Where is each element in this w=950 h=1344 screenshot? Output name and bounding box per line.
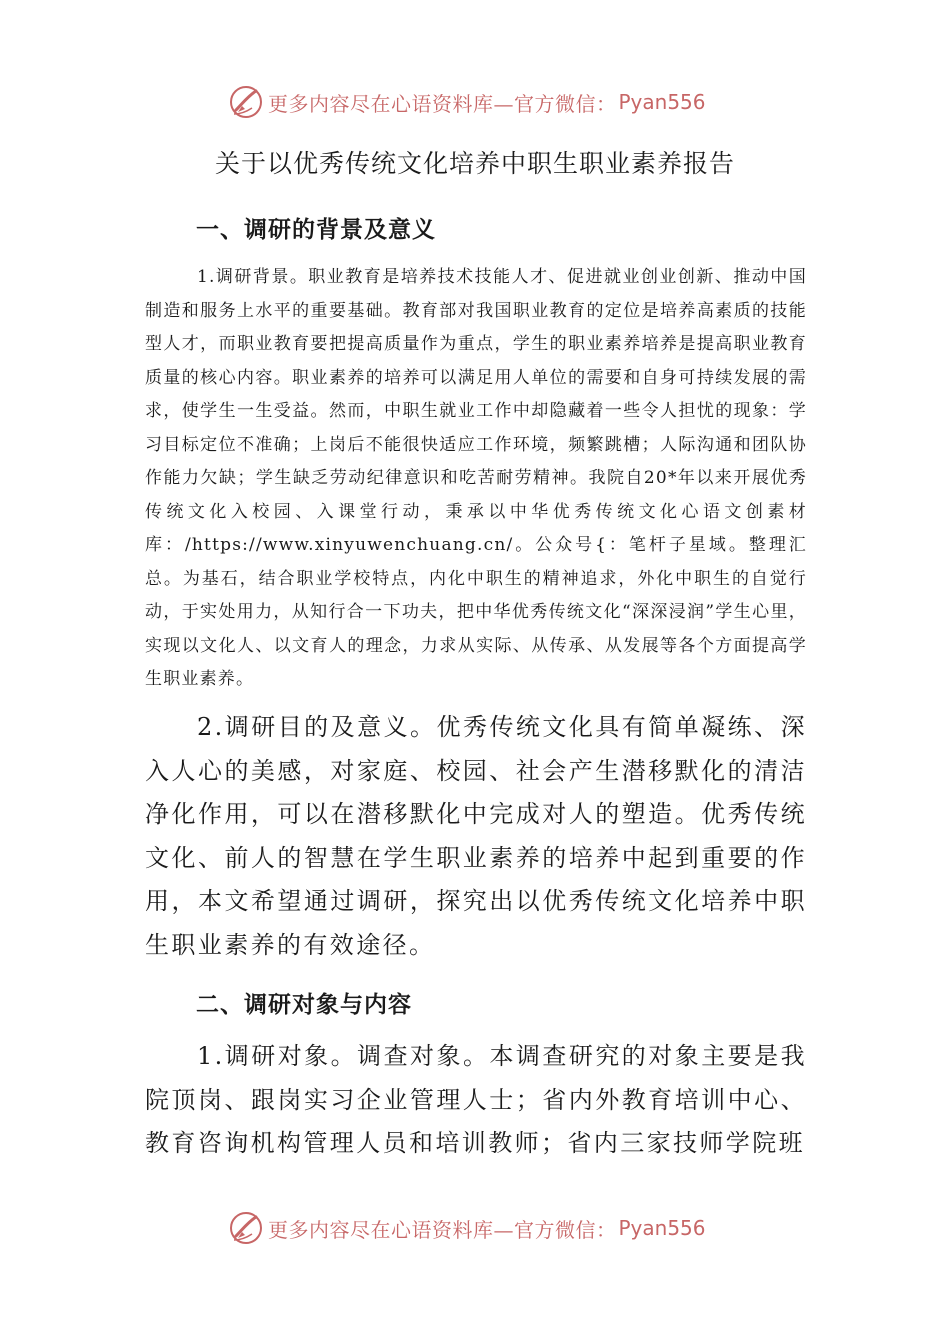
pen-logo-icon (228, 1210, 264, 1246)
header-watermark (228, 82, 706, 122)
footer-watermark (228, 1208, 706, 1248)
paragraph-purpose: 2.调研目的及意义。优秀传统文化具有简单凝练、深入人心的美感，对家庭、校园、社会产生潜移默化的清洁净化作用，可以在潜移默化中完成对人的塑造。优秀传统文化、前人的智慧在学生职业素养的培养中起到重要的作用，本文希望通过调研，探究出以优秀传统文化培养中职生职业素养的有效途径。 (145, 713, 807, 959)
paragraph-background: 1.调研背景。职业教育是培养技术技能人才、促进就业创业创新、推动中国制造和服务上水平的重要基础。教育部对我国职业教育的定位是培养高素质的技能型人才，而职业教育要把提高质量作为重点，学生的职业素养培养是提高职业教育质量的核心内容。职业素养的培养可以满足用人单位的需要和自身可持续发展的需求，使学生一生受益。然而，中职生就业工作中却隐藏着一些令人担忧的现象：学习目标定位不准确；上岗后不能很快适应工作环境，频繁跳槽；人际沟通和团队协作能力欠缺；学生缺乏劳动纪律意识和吃苦耐劳精神。我院自20*年以来开展优秀传统文化入校园、入课堂行动，秉承以中华优秀传统文化心语文创素材库：/https://www.xinyuwenchuang.cn/。公众号{：笔杆子星域。整理汇总。为基石，结合职业学校特点，内化中职生的精神追求，外化中职生的自觉行动，于实处用力，从知行合一下功夫，把中华优秀传统文化“深深浸润”学生心里，实现以文化人、以文育人的理念，力求从实际、从传承、从发展等各个方面提高学生职业素养。 (145, 267, 807, 689)
paragraph-subjects: 1.调研对象。调查对象。本调查研究的对象主要是我院顶岗、跟岗实习企业管理人士；省内外教育培训中心、教育咨询机构管理人员和培训教师；省内三家技师学院班 (145, 1042, 807, 1157)
wechat-id: Pyan556 (618, 90, 706, 114)
watermark-text: 更多内容尽在心语资料库—官方微信： (268, 1217, 617, 1242)
pen-logo-icon (228, 84, 264, 120)
document-title: 关于以优秀传统文化培养中职生职业素养报告 (214, 149, 735, 178)
watermark-text: 更多内容尽在心语资料库—官方微信： (268, 91, 617, 116)
section-heading-2: 二、调研对象与内容 (196, 992, 412, 1018)
wechat-id: Pyan556 (618, 1216, 706, 1240)
section-heading-1: 一、调研的背景及意义 (196, 217, 436, 243)
